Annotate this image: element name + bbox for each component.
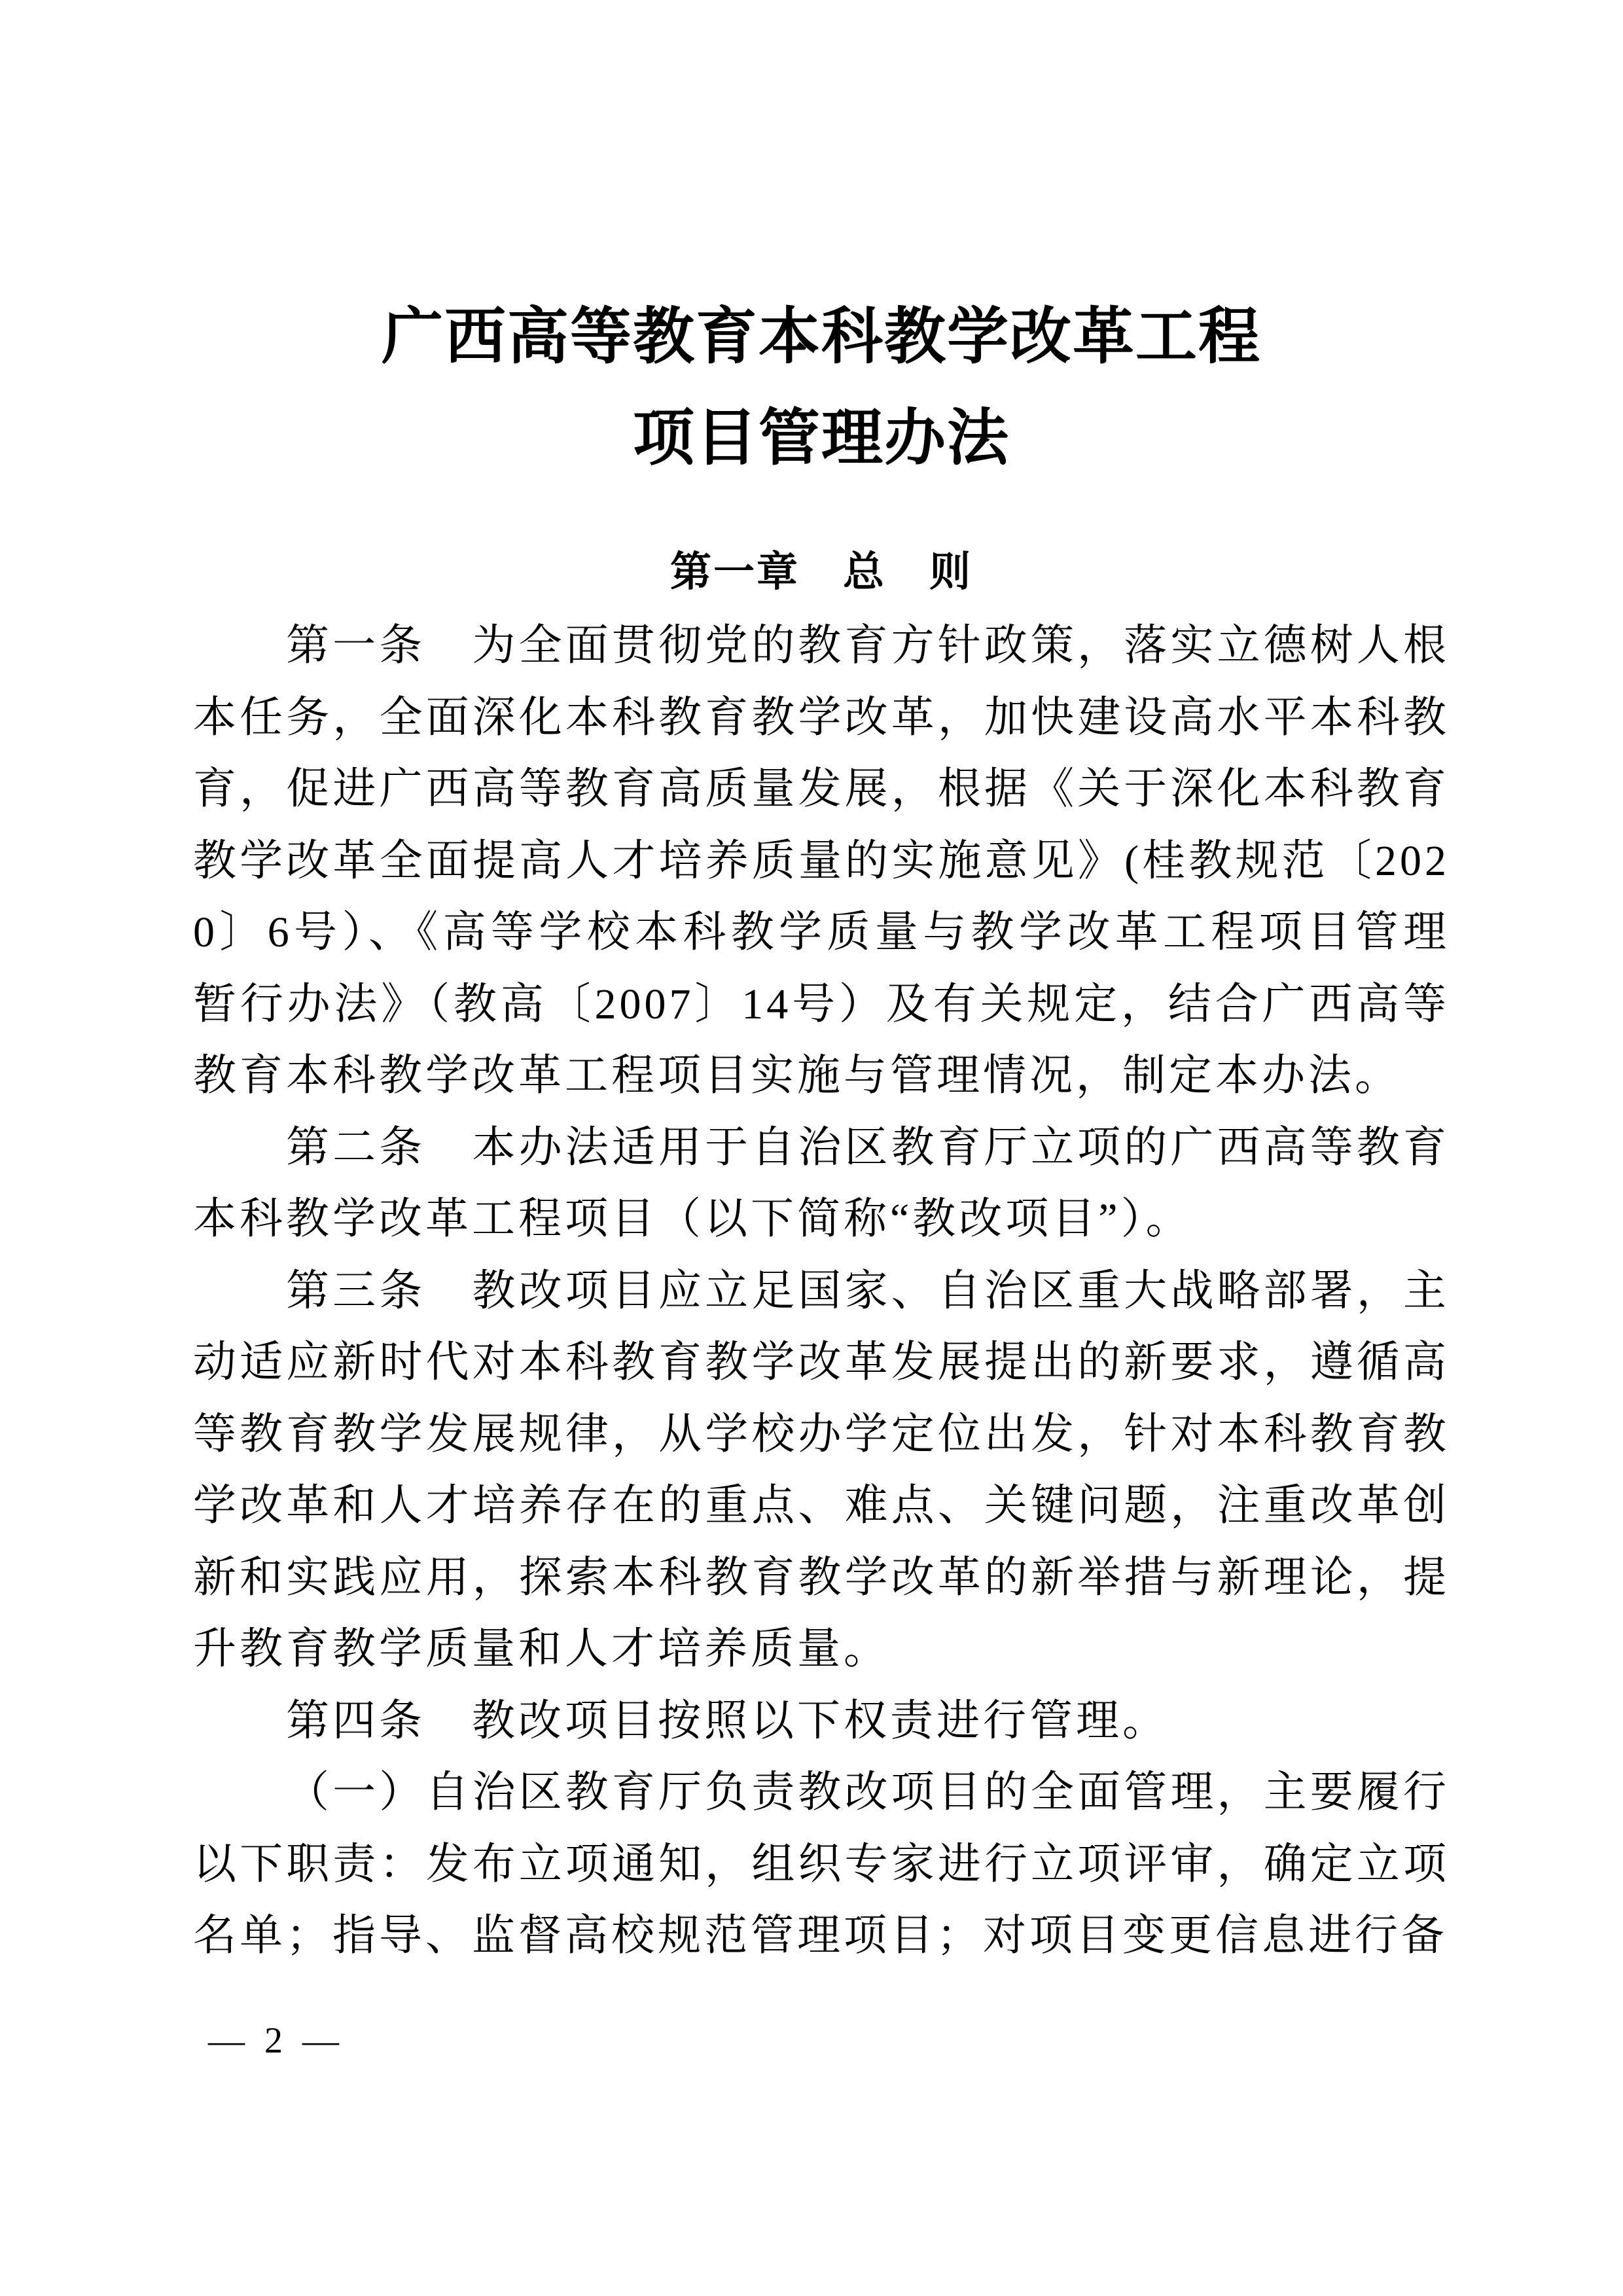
document-content — [193, 287, 1450, 1972]
document-title-line-2: 项目管理办法 — [632, 404, 1010, 473]
document-title — [193, 287, 1450, 490]
body-paragraph: （一）自治区教育厅负责教改项目的全面管理，主要履行以下职责：发布立项通知，组织专家进行立项评审，确定立项名单；指导、监督高校规范管理项目；对项目变更信息进行备 — [193, 1768, 1450, 1960]
chapter-heading: 第一章 总 则 — [670, 549, 972, 595]
body-paragraph: 第二条 本办法适用于自治区教育厅立项的广西高等教育本科教学改革工程项目（以下简称“教改项目”）。 — [193, 1123, 1450, 1243]
page-number: — 2 — — [208, 2020, 344, 2061]
body-paragraph: 第一条 为全面贯彻党的教育方针政策，落实立德树人根本任务，全面深化本科教育教学改革，加快建设高水平本科教育，促进广西高等教育高质量发展，根据《关于深化本科教育教学改革全面提高人才培养质量的实施意见》(桂教规范〔2020〕6号）、《高等学校本科教学质量与教学改革工程项目管理暂行办法》（教高〔2007〕14号）及有关规定，结合广西高等教育本科教学改革工程项目实施与管理情况，制定本办法。 — [193, 622, 1450, 1100]
body-paragraph: 第三条 教改项目应立足国家、自治区重大战略部署，主动适应新时代对本科教育教学改革发展提出的新要求，遵循高等教育教学发展规律，从学校办学定位出发，针对本科教育教学改革和人才培养存在的重点、难点、关键问题，注重改革创新和实践应用，探索本科教育教学改革的新举措与新理论，提升教育教学质量和人才培养质量。 — [193, 1266, 1450, 1673]
body-paragraphs — [193, 610, 1450, 1972]
document-title-line-1: 广西高等教育本科教学改革工程 — [381, 303, 1261, 371]
body-paragraph: 第四条 教改项目按照以下权责进行管理。 — [286, 1696, 1169, 1745]
